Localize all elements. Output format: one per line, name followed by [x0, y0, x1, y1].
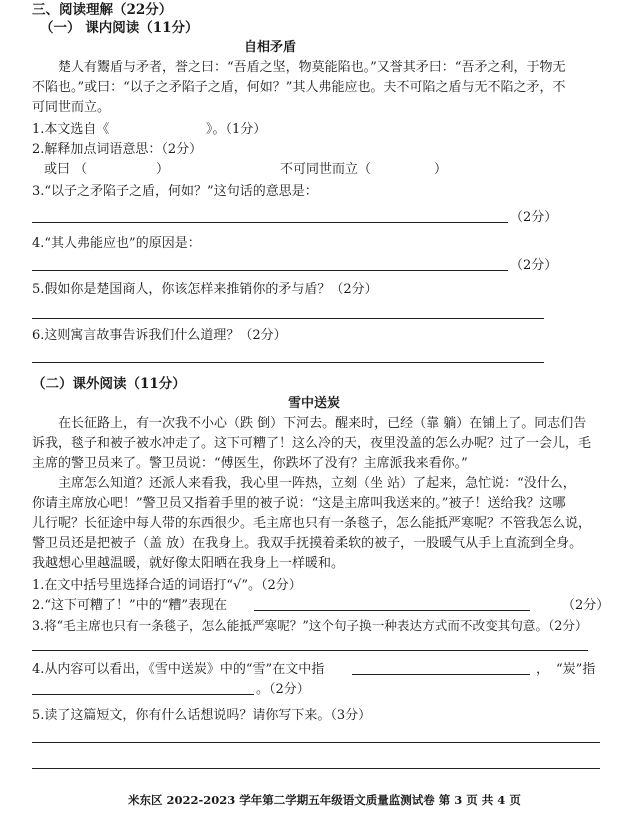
- p2-q5-text: 5.读了这篇短文，你有什么话想说吗？请你写下来。（3分）: [32, 708, 372, 723]
- part2-passage-line-2: 诉我，毯子和被子被水冲走了。这下可糟了！这么冷的天，夜里没盖的怎么办呢？过了一会儿，毛: [32, 436, 592, 451]
- p1-q3-score: （2分）: [510, 210, 558, 225]
- p1-q4-score: （2分）: [510, 258, 558, 273]
- p2-q4-answer-line-2[interactable]: [32, 694, 254, 695]
- part2-passage-line-7: 警卫员还是把被子（盖 放）在我身上。我双手抚摸着柔软的被子，一股暖气从手上直流到全身。: [32, 536, 583, 551]
- p1-q5-answer-line[interactable]: [32, 318, 544, 319]
- part1-passage-line-1: 楚人有鬻盾与矛者，誉之曰：“吾盾之坚，物莫能陷也。”又誉其矛曰：“吾矛之利，于物无: [58, 60, 566, 75]
- p2-q2-answer-line[interactable]: [254, 610, 530, 611]
- p2-q3-text: 3.将“毛主席也只有一条毯子，怎么能抵严寒呢？”这个句子换一种表达方式而不改变其句意。（2分）: [32, 618, 588, 633]
- part2-heading: （二）课外阅读（11分）: [32, 376, 186, 392]
- p1-q1-text: 1.本文选自《: [32, 122, 110, 137]
- part1-passage-line-2: 不陷也。”或曰：“以子之矛陷子之盾，何如？”其人弗能应也。夫不可陷之盾与无不陷之矛，不: [32, 80, 566, 95]
- part2-passage-line-1: 在长征路上，有一次我不小心（跌 倒）下河去。醒来时，已经（靠 躺）在铺上了。同志们告: [58, 416, 587, 431]
- page-footer: 米东区 2022-2023 学年第二学期五年级语文质量监测试卷 第 3 页 共 4 页: [128, 793, 521, 807]
- section-heading: 三、阅读理解（22分）: [32, 2, 173, 18]
- p1-q4-answer-line[interactable]: [32, 270, 508, 271]
- p1-q3-text: 3.“以子之矛陷子之盾，何如？”这句话的意思是：: [32, 184, 318, 199]
- p2-q1-text: 1.在文中括号里选择合适的词语打“√”。（2分）: [32, 578, 302, 593]
- part1-heading: （一） 课内阅读（11分）: [40, 20, 199, 36]
- part1-passage-line-3: 可同世而立。: [32, 100, 111, 115]
- p1-q1-close: 》。（1分）: [206, 122, 267, 137]
- p1-q2-text: 2.解释加点词语意思：（2分）: [32, 142, 203, 157]
- p1-q6-answer-line[interactable]: [32, 362, 544, 363]
- p2-q4-text: 4.从内容可以看出，《雪中送炭》中的“雪”在文中指: [32, 662, 325, 677]
- p1-q2-b: 不可同世而立（: [280, 162, 372, 177]
- part2-passage-line-3: 主席的警卫员来了。警卫员说：“傅医生，你跌坏了没有？主席派我来看你。”: [32, 456, 468, 471]
- p2-q2-text: 2.“这下可糟了！”中的“糟”表现在: [32, 598, 227, 613]
- part1-title: 自相矛盾: [244, 40, 297, 55]
- p2-q4-answer-line-1[interactable]: [352, 674, 530, 675]
- part2-title: 雪中送炭: [288, 396, 341, 411]
- p2-q4-tan: “炭”指: [556, 662, 596, 677]
- p1-q2-a: 或曰 （: [44, 162, 88, 177]
- p2-q4-end: 。（2分）: [256, 682, 310, 697]
- part2-passage-line-6: 儿行呢？长征途中每人带的东西很少。毛主席也只有一条毯子，怎么能抵严寒呢？不管我怎么说，: [32, 516, 592, 531]
- p1-q3-answer-line[interactable]: [32, 222, 508, 223]
- p2-q5-answer-line-2[interactable]: [32, 768, 600, 769]
- part2-passage-line-4: 主席怎么知道？还派人来看我，我心里一阵热，立刻（坐 站）了起来，急忙说：“没什么，: [58, 476, 576, 491]
- part2-passage-line-8: 我越想心里越温暖，就好像太阳晒在我身上一样暖和。: [32, 556, 345, 571]
- p1-q6-text: 6.这则寓言故事告诉我们什么道理？（2分）: [32, 328, 287, 343]
- p1-q2-b-close: ）: [434, 162, 448, 177]
- p2-q4-comma: ，: [536, 662, 550, 677]
- p2-q2-score: （2分）: [562, 598, 610, 613]
- p2-q5-answer-line-1[interactable]: [32, 742, 600, 743]
- part2-passage-line-5: 你请主席放心吧！”警卫员又指着手里的被子说：“这是主席叫我送来的。”被子！送给我？这哪: [32, 496, 566, 511]
- p1-q5-text: 5.假如你是楚国商人，你该怎样来推销你的矛与盾？（2分）: [32, 282, 378, 297]
- p1-q2-a-close: ）: [156, 162, 170, 177]
- p1-q4-text: 4.“其人弗能应也”的原因是：: [32, 236, 201, 251]
- p2-q3-answer-line[interactable]: [32, 650, 588, 651]
